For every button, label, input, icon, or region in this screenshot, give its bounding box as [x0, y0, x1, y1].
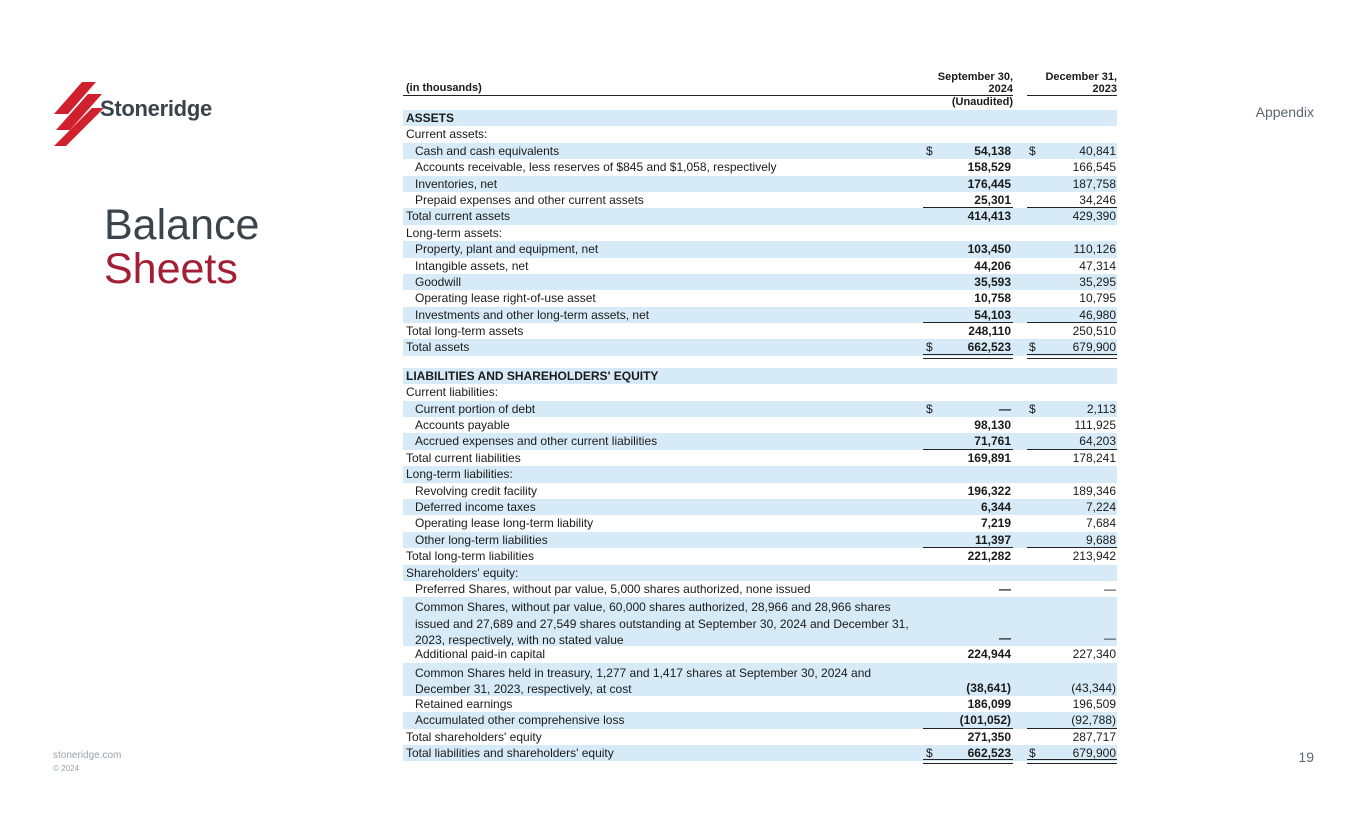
row-label: Total shareholders' equity: [406, 729, 542, 744]
row-label: Total liabilities and shareholders' equity: [406, 745, 614, 760]
table-row: [403, 565, 1117, 581]
value-dec-2023: 429,390: [1072, 209, 1116, 224]
table-row: [403, 515, 1117, 531]
currency-symbol: $: [1029, 745, 1036, 760]
table-row: [403, 323, 1117, 339]
row-label: Total assets: [406, 340, 470, 355]
value-dec-2023: 2,113: [1086, 401, 1116, 416]
row-label: LIABILITIES AND SHAREHOLDERS' EQUITY: [406, 368, 659, 383]
table-row: [403, 368, 1117, 384]
value-sep-2024: 221,282: [967, 549, 1011, 564]
currency-symbol: $: [1029, 401, 1036, 416]
value-dec-2023: 196,509: [1072, 696, 1116, 711]
row-label: Additional paid-in capital: [415, 647, 546, 662]
value-sep-2024: 11,397: [974, 532, 1011, 547]
col2-header: December 31, 2023: [1045, 71, 1117, 95]
row-label: Preferred Shares, without par value, 5,000 shares authorized, none issued: [415, 581, 811, 596]
row-label: Total current liabilities: [406, 450, 521, 465]
table-row: [403, 548, 1117, 564]
table-row: [403, 729, 1117, 745]
value-sep-2024: 25,301: [974, 192, 1011, 207]
value-dec-2023: 35,295: [1079, 274, 1116, 289]
row-label: Current portion of debt: [415, 401, 536, 416]
row-label: Total long-term assets: [406, 324, 524, 339]
value-sep-2024: 158,529: [967, 160, 1011, 175]
table-row: [403, 597, 1117, 646]
table-row: [403, 192, 1117, 208]
table-row: [403, 745, 1117, 761]
row-label: Current assets:: [406, 127, 488, 142]
brand-name: Stoneridge: [100, 96, 212, 121]
table-row: [403, 258, 1117, 274]
value-dec-2023: 34,246: [1079, 192, 1116, 207]
value-dec-2023: 178,241: [1072, 450, 1116, 465]
table-row: [403, 225, 1117, 241]
value-sep-2024: 10,758: [974, 291, 1011, 306]
value-sep-2024: 169,891: [967, 450, 1011, 465]
value-sep-2024: 662,523: [967, 745, 1011, 760]
value-dec-2023: 10,795: [1079, 291, 1116, 306]
table-header: [403, 64, 1117, 96]
row-label: Property, plant and equipment, net: [415, 242, 599, 257]
value-dec-2023: 9,688: [1085, 532, 1116, 547]
currency-symbol: $: [926, 401, 933, 416]
table-row: [403, 532, 1117, 548]
row-label: Investments and other long-term assets, net: [415, 307, 650, 322]
table-row: [403, 274, 1117, 290]
value-dec-2023: 227,340: [1072, 647, 1116, 662]
value-dec-2023: 7,224: [1085, 499, 1116, 514]
footer-site-link[interactable]: stoneridge.com: [53, 750, 122, 761]
value-sep-2024: 196,322: [967, 483, 1011, 498]
table-row: [403, 417, 1117, 433]
table-row: [403, 663, 1117, 696]
table-row: [403, 646, 1117, 662]
value-sep-2024: 224,944: [967, 647, 1011, 662]
table-row: [403, 401, 1117, 417]
unaudited-label: (Unaudited): [951, 96, 1013, 108]
row-label: Intangible assets, net: [415, 258, 529, 273]
footer-copyright: © 2024: [53, 764, 79, 773]
value-sep-2024: (38,641): [966, 680, 1011, 695]
value-sep-2024: 54,103: [974, 307, 1011, 322]
value-dec-2023: (92,788): [1071, 713, 1116, 728]
value-sep-2024: —: [999, 401, 1011, 416]
row-label: Accrued expenses and other current liabilities: [415, 434, 658, 449]
table-row: [403, 208, 1117, 224]
title-line-1: Balance: [104, 201, 260, 249]
row-label: Cash and cash equivalents: [415, 143, 560, 158]
row-label: Shareholders' equity:: [406, 565, 519, 580]
table-row: [403, 176, 1117, 192]
page-title: [104, 203, 259, 291]
row-label: Accumulated other comprehensive loss: [415, 713, 625, 728]
table-row: [403, 143, 1117, 159]
row-label: Long-term assets:: [406, 225, 503, 240]
row-label: Operating lease long-term liability: [415, 516, 594, 531]
value-sep-2024: 44,206: [974, 258, 1011, 273]
value-sep-2024: 103,450: [967, 242, 1011, 257]
value-sep-2024: 6,344: [980, 499, 1011, 514]
row-label: Inventories, net: [415, 176, 498, 191]
table-row: [403, 159, 1117, 175]
currency-symbol: $: [926, 143, 933, 158]
row-label: Common Shares, without par value, 60,000 shares authorized, 28,966 and 28,966 shares issued and 27,689 and 27,549 shares outstanding at September 30, 2024 and December 31, 2023, respectively, with no stated value: [415, 600, 909, 648]
value-dec-2023: 64,203: [1079, 434, 1116, 449]
value-sep-2024: —: [999, 631, 1011, 646]
value-dec-2023: 679,900: [1072, 340, 1116, 355]
row-label: Goodwill: [415, 274, 462, 289]
row-label: Accounts payable: [415, 418, 510, 433]
row-label: Long-term liabilities:: [406, 467, 513, 482]
row-label: Total current assets: [406, 209, 511, 224]
value-dec-2023: 287,717: [1072, 729, 1116, 744]
row-label: Prepaid expenses and other current assets: [415, 192, 644, 207]
value-dec-2023: 111,925: [1074, 418, 1116, 433]
value-dec-2023: 7,684: [1085, 516, 1116, 531]
value-sep-2024: 54,138: [974, 143, 1011, 158]
currency-symbol: $: [1029, 340, 1036, 355]
value-dec-2023: 213,942: [1072, 549, 1116, 564]
table-row: [403, 307, 1117, 323]
balance-sheet-table: [403, 64, 1117, 761]
value-dec-2023: 250,510: [1072, 324, 1116, 339]
value-sep-2024: 7,219: [980, 516, 1011, 531]
row-label: Current liabilities:: [406, 385, 499, 400]
value-dec-2023: 110,126: [1073, 242, 1116, 257]
currency-symbol: $: [926, 745, 933, 760]
table-row: [403, 384, 1117, 400]
row-label: Total long-term liabilities: [406, 549, 535, 564]
value-dec-2023: 40,841: [1079, 143, 1116, 158]
table-row: [403, 696, 1117, 712]
value-sep-2024: 271,350: [967, 729, 1011, 744]
units-label: (in thousands): [406, 82, 482, 94]
value-sep-2024: 71,761: [974, 434, 1011, 449]
table-row: [403, 126, 1117, 142]
row-label: Retained earnings: [415, 696, 513, 711]
title-line-2: Sheets: [104, 245, 238, 293]
value-sep-2024: —: [999, 581, 1011, 596]
currency-symbol: $: [1029, 143, 1036, 158]
table-row: [403, 110, 1117, 126]
value-dec-2023: 187,758: [1072, 176, 1116, 191]
value-dec-2023: —: [1104, 581, 1116, 596]
value-sep-2024: 35,593: [974, 274, 1011, 289]
value-sep-2024: 176,445: [967, 176, 1011, 191]
value-dec-2023: 47,314: [1079, 258, 1116, 273]
row-label: Revolving credit facility: [415, 483, 538, 498]
table-row: [403, 290, 1117, 306]
section-label: Appendix: [1255, 104, 1314, 120]
row-label: ASSETS: [406, 111, 455, 125]
row-label: Accounts receivable, less reserves of $845 and $1,058, respectively: [415, 160, 777, 175]
table-row: [403, 581, 1117, 597]
value-sep-2024: 98,130: [974, 418, 1011, 433]
table-row: [403, 339, 1117, 355]
table-row: [403, 433, 1117, 449]
table-row: [403, 450, 1117, 466]
value-sep-2024: 186,099: [967, 696, 1011, 711]
value-dec-2023: —: [1104, 631, 1116, 646]
value-dec-2023: (43,344): [1071, 680, 1116, 695]
value-sep-2024: 248,110: [968, 324, 1011, 339]
value-sep-2024: (101,052): [959, 713, 1011, 728]
value-dec-2023: 679,900: [1072, 745, 1116, 760]
col1-header: September 30, 2024: [937, 71, 1013, 95]
value-sep-2024: 662,523: [967, 340, 1011, 355]
row-label: Other long-term liabilities: [415, 532, 548, 547]
row-label: Operating lease right-of-use asset: [415, 291, 596, 306]
table-row: [403, 466, 1117, 482]
value-dec-2023: 46,980: [1079, 307, 1116, 322]
row-label: Common Shares held in treasury, 1,277 and 1,417 shares at September 30, 2024 and December 31, 2023, respectively, at cost: [415, 665, 872, 697]
table-row: [403, 499, 1117, 515]
row-label: Deferred income taxes: [415, 499, 536, 514]
currency-symbol: $: [926, 340, 933, 355]
table-row: [403, 712, 1117, 728]
value-dec-2023: 166,545: [1072, 160, 1116, 175]
value-sep-2024: 414,413: [967, 209, 1011, 224]
page-number: 19: [1298, 749, 1314, 765]
table-row: [403, 483, 1117, 499]
table-row: [403, 241, 1117, 257]
table-body: [403, 110, 1117, 761]
value-dec-2023: 189,346: [1072, 483, 1116, 498]
